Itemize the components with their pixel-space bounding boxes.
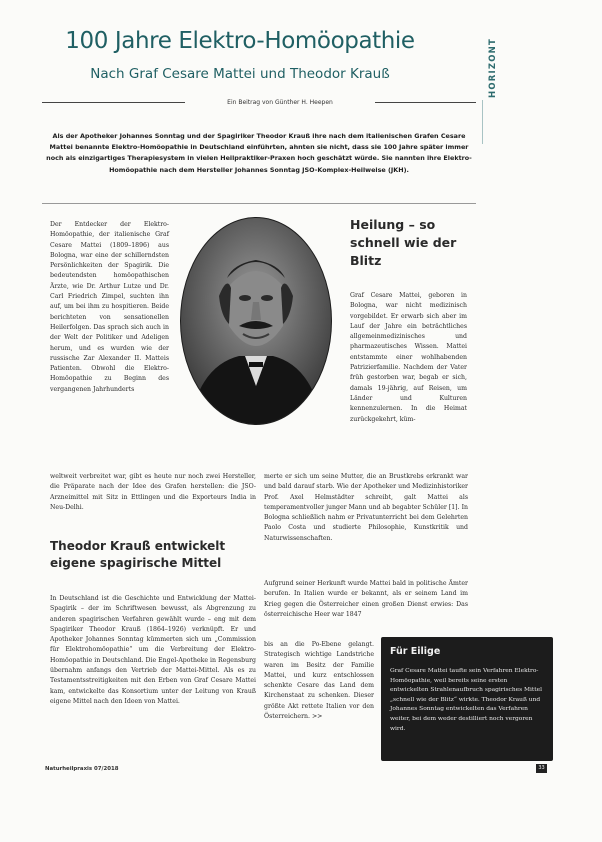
heading-heilung: Heilung – so schnell wie der Blitz [350, 217, 457, 268]
summary-box-title: Für Eilige [390, 646, 441, 657]
intro-text-continued: weltweit verbreitet war, gibt es heute nur noch zwei Hersteller, die Präparate nach der Idee des Grafen herstellen: die JSO-Arzneimittel mit Sitz in Ettlingen und die Exporteurs India in Neu-Delhi. [50, 473, 256, 511]
byline: Ein Beitrag von Günther H. Heepen [185, 99, 375, 106]
portrait-mattei [179, 216, 333, 426]
page-number: 33 [536, 764, 547, 773]
heilung-text: Graf Cesare Mattei, geboren in Bologna, war nicht medizinisch vorgebildet. Er erwarb sich aber im Lauf der Jahre ein beträchtliches allgemeinmedizinisches und pharmazeutisches Wissen. Mattei entstammte einer wohlhabenden Patrizierfamilie. Nachdem der Vater früh gestorben war, begab er sich, damals 19-jährig, auf Reisen, um Länder und Kulturen kennenzulernen. In die Heimat zurückgekehrt, küm- [350, 292, 467, 423]
political-text: Aufgrund seiner Herkunft wurde Mattei bald in politische Ämter berufen. In Italien wurde er bekannt, als er seinem Land im Krieg gegen die Österreicher einen großen Dienst erwies: Das österreichische Heer war 1847 [264, 580, 468, 618]
section-divider [482, 100, 483, 144]
war-text: bis an die Po-Ebene gelangt. Strategisch wichtige Landstriche waren im Besitz der Familie Mattei, und kurz entschlossen schenkte Cesare das Land dem Kirchenstaat zu schenken. Dieser größte Akt rettete Italien vor den Österreichern. >> [264, 641, 374, 721]
section-label-text: HORIZONT [488, 38, 498, 98]
article-title: 100 Jahre Elektro-Homöopathie [65, 28, 415, 54]
lead-rule [42, 203, 476, 204]
heading-krauss: Theodor Krauß entwickelt eigene spagirische Mittel [50, 539, 226, 570]
intro-text: Der Entdecker der Elektro-Homöopathie, der italienische Graf Cesare Mattei (1809–1896) aus Bologna, war eine der schillerndsten Persönlichkeiten der Spagirik. Die bedeutendsten homöopathischen Ärzte, wie Dr. Arthur Lutze und Dr. Carl Friedrich Zimpel, suchten ihn auf, um bei ihm zu hospitieren. Beide berichteten von sensationellen Heilerfolgen. Das sprach sich auch in der Welt der Politiker und Adeligen herum, und es wurden wie der russische Zar Alexander II. Matteis Patienten. Obwohl die Elektro-Homöopathie zu Beginn des vergangenen Jahrhunderts [50, 221, 169, 393]
summary-box [381, 637, 553, 761]
footer-journal: Naturheilpraxis 07/2018 [45, 766, 119, 772]
lead-paragraph: Als der Apotheker Johannes Sonntag und der Spagiriker Theodor Krauß ihre nach dem italienischen Grafen Cesare Mattei benannte Elektro-Homöopathie in Deutschland einführten, ahnten sie nicht, dass sie 100 Jahre später immer noch als einzigartiges Therapiesystem in vielen Heilpraktiker-Praxen hoch geschätzt würde. Sie nannten ihre Elektro-Homöopathie nach dem Hersteller Johannes Sonntag JSO-Komplex-Heilweise (JKH). [46, 132, 472, 174]
section-label [466, 18, 496, 98]
krauss-text: In Deutschland ist die Geschichte und Entwicklung der Mattei-Spagirik – der im Schriftwesen bewusst, als Abgrenzung zu anderen spagirischen Verfahren gewählt wurde – eng mit dem Spagiriker Theodor Krauß (1864–1926) verknüpft. Er und Apotheker Johannes Sonntag kümmerten sich um „Commission für Elektrohomöopathie“ um die Verbreitung der Elektro-Homöopathie in Deutschland. Die Engel-Apotheke in Regensburg übernahm anfangs den Vertrieb der Mattei-Mittel. Als es zu Testamentsstreitigkeiten mit den Erben von Graf Cesare Mattei kam, entwickelte das Konsortium unter der Leitung von Krauß eigene Mittel nach den Ideen von Mattei. [50, 595, 256, 705]
mattei-biography: merte er sich um seine Mutter, die an Brustkrebs erkrankt war und bald darauf starb. Wie der Apotheker und Medizinhistoriker Prof. Axel Helmstädter schreibt, galt Mattei als temperamentvoller junger Mann und ab begabter Schüler [1]. In Bologna schließlich nahm er Privatunterricht bei dem Gelehrten Paolo Costa und studierte Philosophie, Kunstkritik und Naturwissenschaften. [264, 473, 468, 542]
article-subtitle: Nach Graf Cesare Mattei und Theodor Krauß [90, 66, 390, 82]
summary-box-text: Graf Cesare Mattei taufte sein Verfahren Elektro-Homöopathie, weil bereits seine ersten entwickelten Strahlenaufbruch spagirisches Mittel „schnell wie der Blitz“ wirkte. Theodor Krauß und Johannes Sonntag entwickelten das Verfahren weiter, bei dem weder destilliert noch vergoren wird. [390, 668, 543, 732]
